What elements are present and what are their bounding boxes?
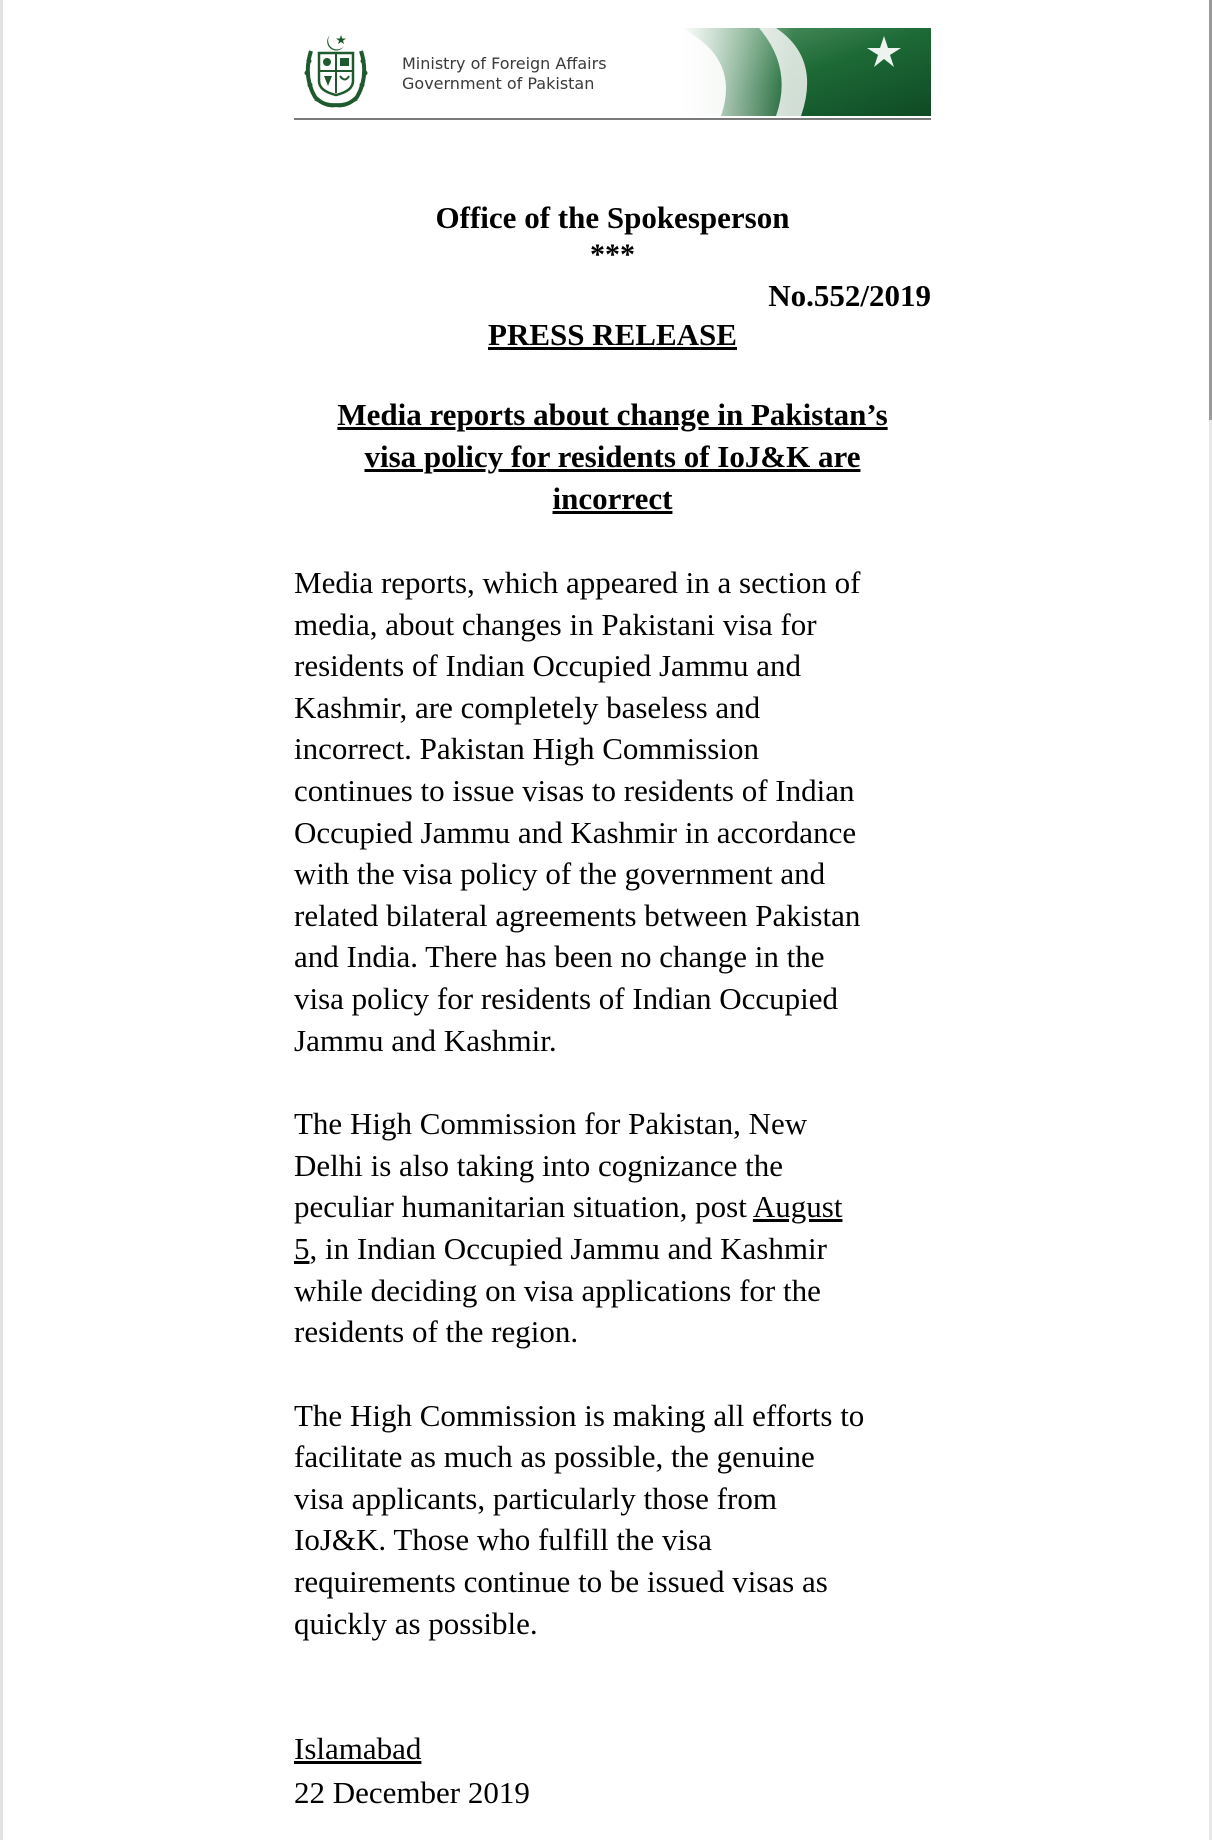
press-release-heading: PRESS RELEASE xyxy=(488,317,737,352)
paragraph-line: facilitate as much as possible, the genuine xyxy=(294,1439,815,1475)
paragraph-line: residents of Indian Occupied Jammu and xyxy=(294,648,802,684)
paragraph-line: Kashmir, are completely baseless and xyxy=(294,689,761,725)
state-emblem-icon xyxy=(301,31,371,109)
paragraph-line: while deciding on visa applications for the xyxy=(294,1272,821,1308)
paragraph-line: Occupied Jammu and Kashmir in accordance xyxy=(294,814,857,850)
paragraph-line xyxy=(294,1186,931,1228)
pakistan-flag-icon xyxy=(681,28,931,116)
separator-stars: *** xyxy=(590,238,635,271)
reference-number: No.552/2019 xyxy=(768,278,931,313)
paragraph-line: related bilateral agreements between Pakistan xyxy=(294,897,861,933)
office-title: Office of the Spokesperson xyxy=(435,200,790,235)
paragraph-line: The High Commission is making all efforts to xyxy=(294,1397,865,1433)
paragraph-line: incorrect. Pakistan High Commission xyxy=(294,731,759,767)
date-link[interactable]: 5 xyxy=(294,1230,310,1266)
paragraph-line: and India. There has been no change in the xyxy=(294,939,825,975)
letterhead xyxy=(294,28,931,120)
issue-date: 22 December 2019 xyxy=(294,1775,530,1811)
paragraph-line: Jammu and Kashmir. xyxy=(294,1022,557,1058)
paragraph-text: , in Indian Occupied Jammu and Kashmir xyxy=(309,1230,827,1266)
paragraph-text: peculiar humanitarian situation, post xyxy=(294,1189,753,1225)
headline-line: incorrect xyxy=(552,481,673,516)
paragraph-line: visa policy for residents of Indian Occupied xyxy=(294,980,839,1016)
headline-line: visa policy for residents of IoJ&K are xyxy=(364,439,861,474)
paragraph-line: requirements continue to be issued visas as xyxy=(294,1564,828,1600)
date-link[interactable]: August xyxy=(752,1189,843,1225)
headline xyxy=(294,394,931,520)
issue-place: Islamabad xyxy=(294,1731,422,1767)
paragraph-line: visa applicants, particularly those from xyxy=(294,1480,777,1516)
paragraph-line: with the visa policy of the government and xyxy=(294,856,826,892)
headline-line: Media reports about change in Pakistan’s xyxy=(337,397,888,432)
ministry-name xyxy=(402,54,607,94)
paragraph-line: Media reports, which appeared in a section of xyxy=(294,565,861,600)
paragraph-line xyxy=(294,1228,931,1270)
paragraph-2 xyxy=(294,1103,931,1353)
paragraph-1 xyxy=(294,562,931,1061)
paragraph-line: continues to issue visas to residents of Indian xyxy=(294,772,855,808)
paragraph-line: quickly as possible. xyxy=(294,1605,538,1641)
paragraph-line: IoJ&K. Those who fulfill the visa xyxy=(294,1522,712,1558)
ministry-line-1: Ministry of Foreign Affairs xyxy=(402,54,607,73)
ministry-line-2: Government of Pakistan xyxy=(402,74,595,93)
press-release-document xyxy=(294,28,931,1814)
paragraph-line: residents of the region. xyxy=(294,1314,579,1350)
page-left-edge xyxy=(0,0,3,1840)
paragraph-line: media, about changes in Pakistani visa for xyxy=(294,606,817,642)
paragraph-line: Delhi is also taking into cognizance the xyxy=(294,1147,783,1183)
paragraph-3 xyxy=(294,1395,931,1645)
paragraph-line: The High Commission for Pakistan, New xyxy=(294,1106,808,1142)
